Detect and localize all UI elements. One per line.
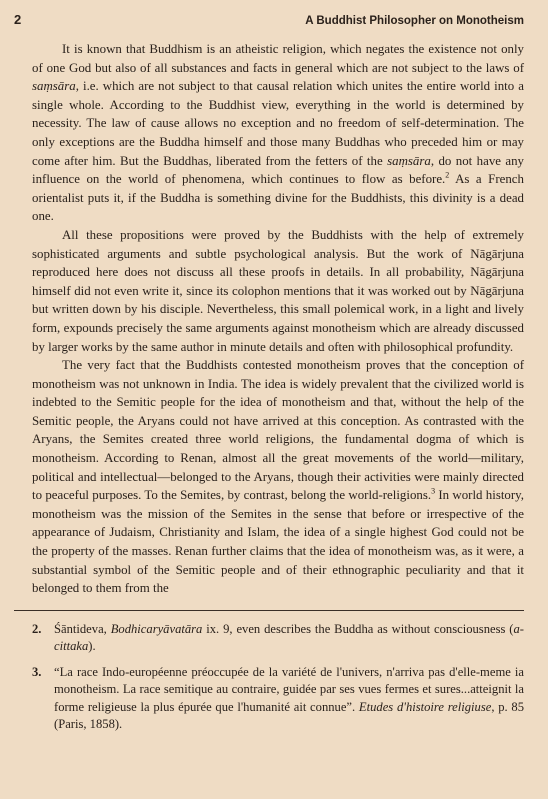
- footnote-number: 2.: [32, 621, 42, 636]
- page-header: [14, 12, 524, 34]
- page-number: 2: [14, 12, 22, 27]
- paragraph: [32, 226, 524, 356]
- footnote-divider: [14, 610, 524, 611]
- italic-term: saṃsāra: [387, 153, 431, 168]
- footnote-text: [54, 664, 524, 734]
- footnote-reference: 2: [445, 170, 450, 180]
- text-run: , p. 85 (Paris, 1858).: [54, 699, 524, 732]
- text-run: “La race Indo-européenne préoccupée de la variété de l'univers, n'arriva pas d'elle-meme ia monotheism. La race semitique au contraire, guidée par ses vues fermes et sures...atteignit la forme religieuse la plus épurée que l'humanité ait connue”.: [54, 664, 524, 714]
- text-run: ix. 9, even describes the Buddha as without consciousness (: [202, 621, 514, 636]
- text-run: As a French orientalist puts it, if the Buddha is something divine for the Buddhists, this divinity is a dead one.: [32, 172, 524, 224]
- footnotes: [32, 621, 524, 734]
- footnote-reference: 3: [431, 486, 436, 496]
- text-run: All these propositions were proved by the Buddhists with the help of extremely sophisticated arguments and subtle psychological analysis. But the work of Nāgārjuna reproduced here does not discuss all these proofs in details. In all probability, Nāgārjuna himself did not even write it, since its colophon mentions that it was worked out by Nāgārjuna but written down by his disciple. Nevertheless, this small polemical work, in a light and lively form, expounds precisely the same arguments against monotheism which are already discussed by larger works by the same author in minute details and often with philosophical profundity.: [32, 227, 524, 354]
- paragraph: [32, 40, 524, 226]
- text-run: ).: [88, 639, 96, 654]
- running-title: A Buddhist Philosopher on Monotheism: [305, 15, 524, 27]
- text-run: It is known that Buddhism is an atheistic religion, which negates the existence not only of one God but also of all substances and facts in general which are not subject to the laws of: [32, 42, 524, 75]
- italic-term: a-cittaka: [54, 621, 524, 654]
- text-run: The very fact that the Buddhists contested monotheism proves that the conception of monotheism was not unknown in India. The idea is widely prevalent that the civilized world is indebted to the Semitic people for the idea of monotheism and that, without the help of the Semitic people, the Aryans could not have arrived at this conception. As contrasted with the Aryans, the Semites created three world religions, the fundamental dogma of which is monotheism. According to Renan, almost all the great movements of the world—military, political and intellectual—belonged to the Aryans, though their activities were mainly directed to peaceful purposes. To the Semites, by contrast, belong the world-religions.: [32, 358, 524, 503]
- main-text: [32, 40, 524, 598]
- text-run: , do not have any influence on the world of phenomena, which continues to flow as before.: [32, 153, 525, 187]
- footnote-number: 3.: [32, 664, 42, 679]
- footnote-text: [54, 621, 524, 656]
- italic-term: saṃsāra: [32, 79, 76, 94]
- italic-term: Bodhicaryāvatāra: [110, 621, 203, 636]
- paragraph: [32, 356, 524, 598]
- italic-term: Etudes d'histoire religiuse: [358, 699, 492, 714]
- text-run: In world history, monotheism was the mission of the Semites in the sense that before or irrespective of the appearance of Judaism, Christianity and Islam, the idea of a single highest God could not be the property of the masses. Renan further claims that the idea of monotheism was, as it were, a substantial symbol of the Semitic people and of their ethnographic peculiarity and that it belonged to them from the: [32, 488, 524, 596]
- text-run: Śāntideva,: [54, 621, 111, 636]
- footnote: [32, 664, 524, 734]
- footnote: [32, 621, 524, 656]
- text-run: , i.e. which are not subject to that causal relation which unites the entire world into a single whole. According to the Buddhist view, everything in the world is determined by necessity. The law of cause allows no exception and no freedom of self-determination. The only exceptions are the Buddha himself and those many Buddhas who preceded him or may come after him. But the Buddhas, liberated from the fetters of the: [32, 79, 524, 168]
